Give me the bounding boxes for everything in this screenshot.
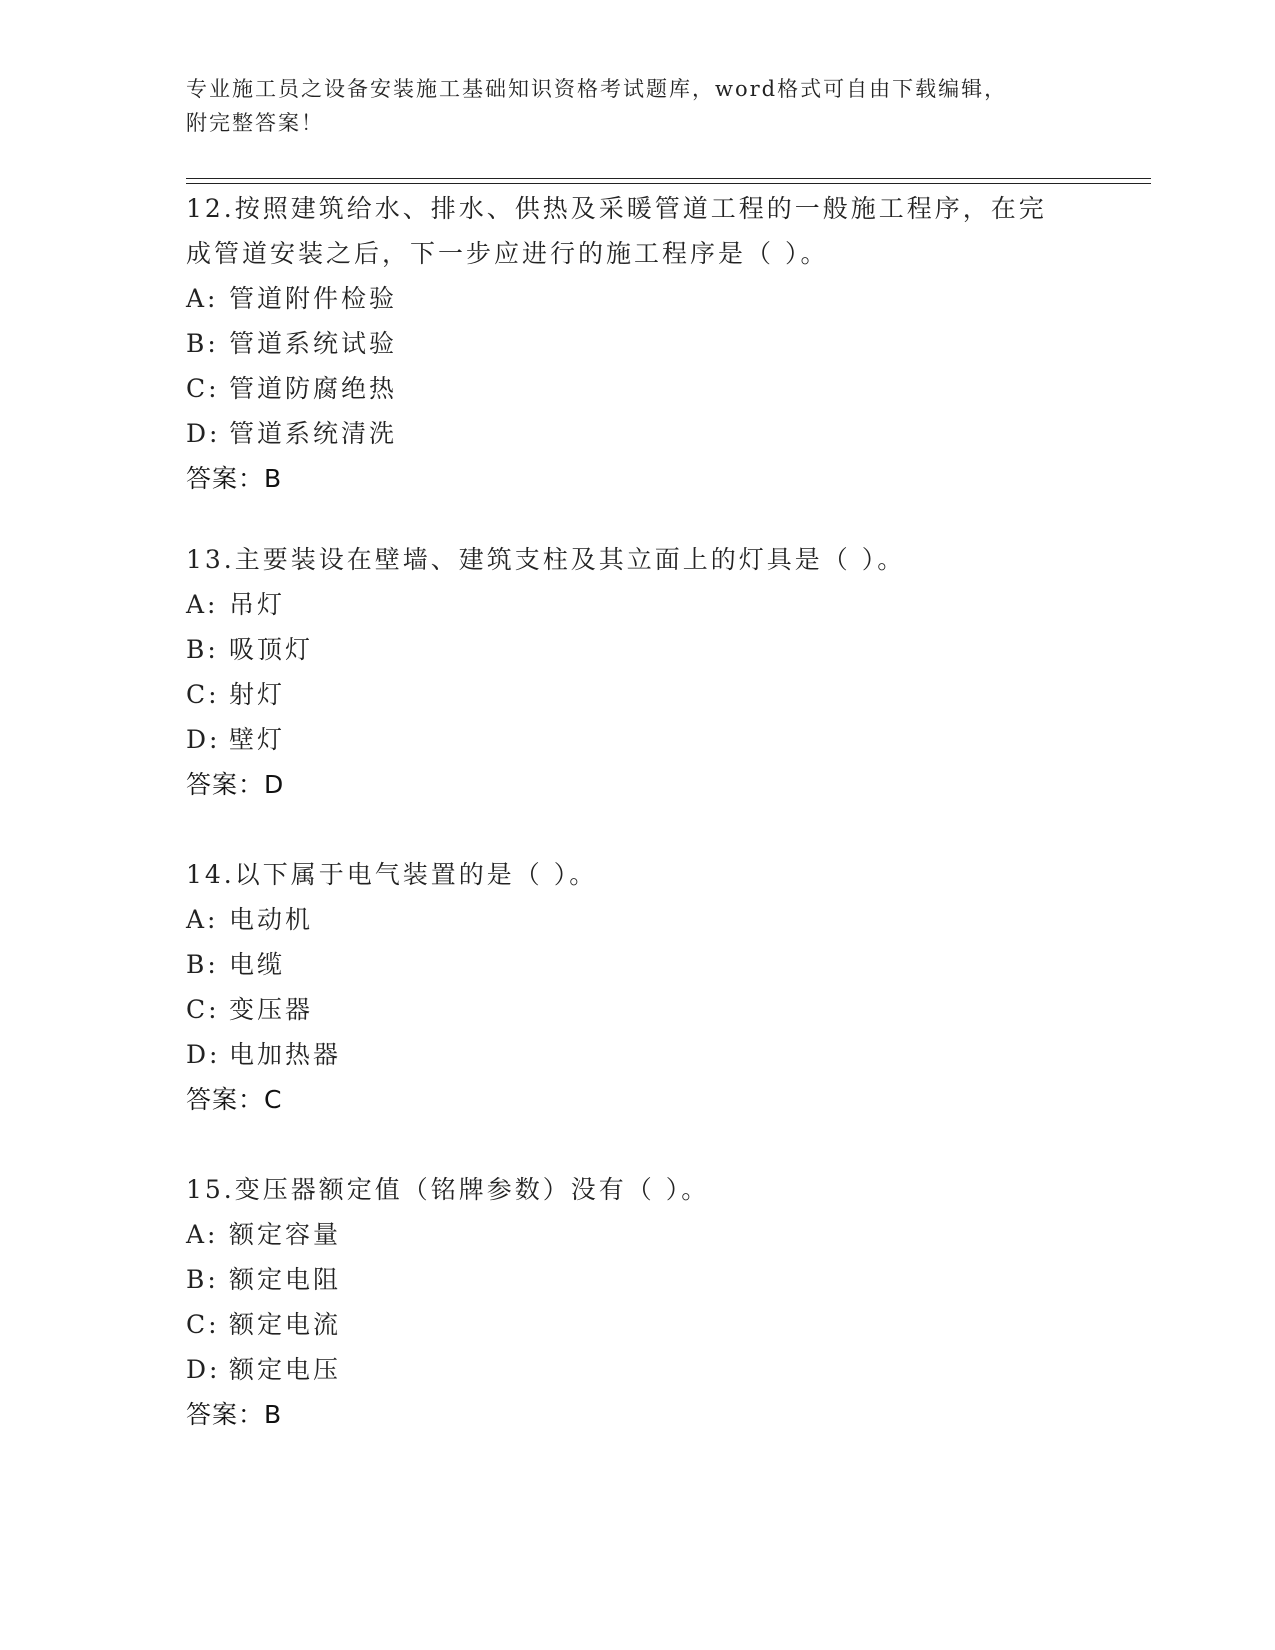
header-line-2: 附完整答案！ xyxy=(186,111,324,135)
answer-line xyxy=(186,762,1086,807)
option-text: 吊灯 xyxy=(229,590,286,619)
question-stem: 15.变压器额定值（铭牌参数）没有（ ）。 xyxy=(186,1175,710,1204)
option-text: 吸顶灯 xyxy=(229,635,314,664)
option-d xyxy=(186,717,1086,762)
answer-label: 答案： xyxy=(186,770,265,799)
answer-label: 答案： xyxy=(186,464,265,493)
answer-line xyxy=(186,1392,1086,1437)
option-key: A: xyxy=(186,1220,219,1249)
option-key: C: xyxy=(186,680,220,709)
option-text: 额定电压 xyxy=(229,1355,342,1384)
question-stem-continued: 成管道安装之后，下一步应进行的施工程序是（ ）。 xyxy=(186,239,829,268)
option-key: A: xyxy=(186,284,219,313)
answer-line xyxy=(186,456,1086,501)
header-line-1: 专业施工员之设备安装施工基础知识资格考试题库，word格式可自由下载编辑， xyxy=(186,77,1008,101)
answer-line xyxy=(186,1077,1086,1122)
option-key: C: xyxy=(186,374,220,403)
header-divider-top xyxy=(186,178,1151,179)
answer-value: B xyxy=(264,1400,282,1429)
option-key: C: xyxy=(186,995,220,1024)
option-key: D: xyxy=(186,419,221,448)
option-b xyxy=(186,627,1086,672)
option-c xyxy=(186,672,1086,717)
option-d xyxy=(186,1347,1086,1392)
option-key: C: xyxy=(186,1310,220,1339)
option-text: 壁灯 xyxy=(229,725,286,754)
option-c xyxy=(186,987,1086,1032)
option-a xyxy=(186,582,1086,627)
option-b xyxy=(186,942,1086,987)
option-a xyxy=(186,276,1086,321)
option-key: B: xyxy=(186,635,219,664)
option-c xyxy=(186,366,1086,411)
option-key: A: xyxy=(186,905,219,934)
option-text: 变压器 xyxy=(229,995,314,1024)
option-a xyxy=(186,1212,1086,1257)
option-key: B: xyxy=(186,329,219,358)
option-key: D: xyxy=(186,1355,221,1384)
option-text: 电加热器 xyxy=(229,1040,342,1069)
answer-label: 答案： xyxy=(186,1085,265,1114)
option-text: 管道防腐绝热 xyxy=(229,374,398,403)
answer-value: C xyxy=(264,1085,282,1114)
question-15 xyxy=(186,1167,1086,1437)
option-text: 电缆 xyxy=(229,950,286,979)
option-text: 管道系统清洗 xyxy=(229,419,398,448)
question-13 xyxy=(186,537,1086,807)
question-stem: 12.按照建筑给水、排水、供热及采暖管道工程的一般施工程序，在完 xyxy=(186,194,1047,223)
answer-label: 答案： xyxy=(186,1400,265,1429)
option-key: A: xyxy=(186,590,219,619)
option-text: 额定容量 xyxy=(229,1220,342,1249)
question-12 xyxy=(186,186,1086,501)
option-text: 电动机 xyxy=(229,905,314,934)
option-b xyxy=(186,321,1086,366)
option-key: B: xyxy=(186,950,219,979)
question-stem: 14.以下属于电气装置的是（ ）。 xyxy=(186,860,598,889)
option-text: 管道附件检验 xyxy=(229,284,398,313)
option-text: 额定电流 xyxy=(229,1310,342,1339)
answer-value: B xyxy=(264,464,282,493)
option-d xyxy=(186,1032,1086,1077)
option-key: D: xyxy=(186,1040,221,1069)
option-text: 射灯 xyxy=(229,680,286,709)
option-d xyxy=(186,411,1086,456)
option-text: 额定电阻 xyxy=(229,1265,342,1294)
option-c xyxy=(186,1302,1086,1347)
option-a xyxy=(186,897,1086,942)
question-14 xyxy=(186,852,1086,1122)
header-divider-bottom xyxy=(186,183,1151,184)
document-header xyxy=(186,72,1066,140)
option-key: D: xyxy=(186,725,221,754)
question-stem: 13.主要装设在壁墙、建筑支柱及其立面上的灯具是（ ）。 xyxy=(186,545,906,574)
answer-value: D xyxy=(264,770,284,799)
option-key: B: xyxy=(186,1265,219,1294)
option-b xyxy=(186,1257,1086,1302)
option-text: 管道系统试验 xyxy=(229,329,398,358)
